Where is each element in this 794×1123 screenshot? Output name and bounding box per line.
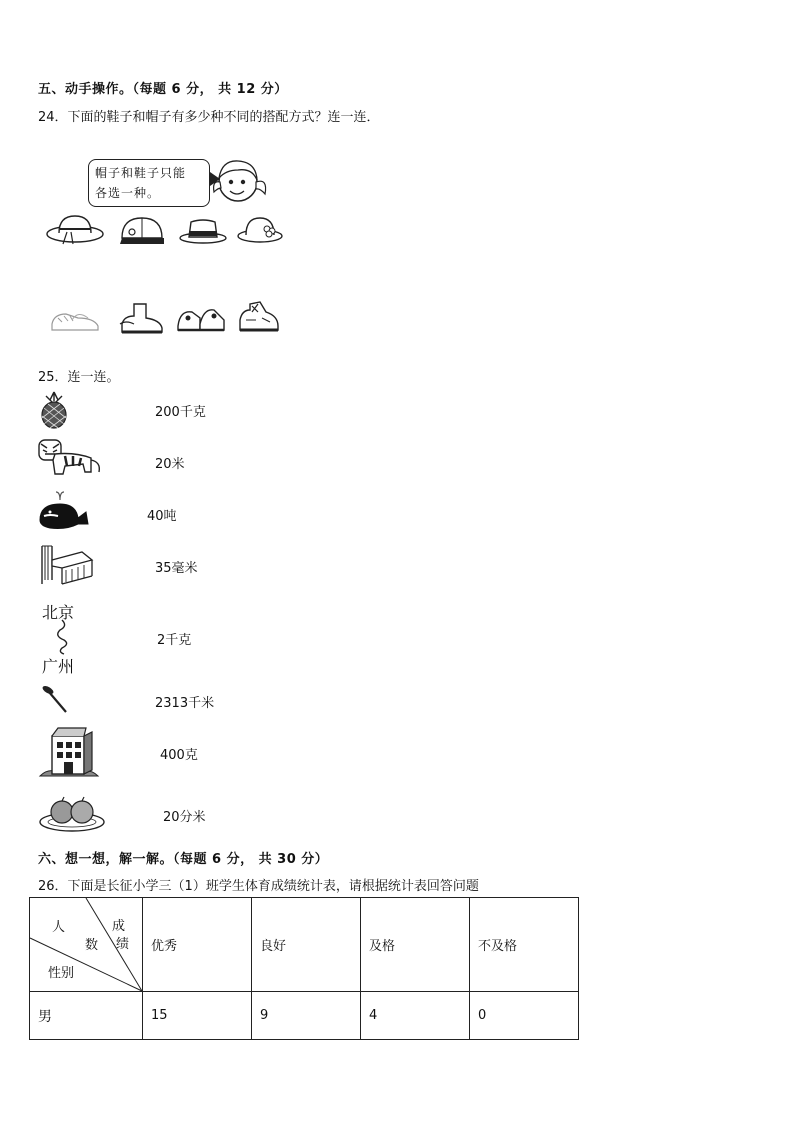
column-header-pass: 及格: [361, 898, 470, 992]
column-header-fail: 不及格: [470, 898, 579, 992]
fruit-plate-icon: [38, 794, 108, 834]
sandal-shoe-icon: [174, 300, 228, 334]
map-city-bottom: 广州: [42, 657, 75, 676]
section-five-title: 五、动手操作。（每题 6 分， 共 12 分）: [38, 82, 288, 97]
stats-table: [29, 897, 579, 1040]
speech-bubble: [88, 159, 210, 207]
speech-line-2: 各选一种。: [95, 186, 161, 200]
item-label: 20分米: [163, 810, 206, 825]
bed-icon: [38, 540, 94, 586]
table-cell: 15: [143, 992, 252, 1040]
question-25-text: 25．连一连。: [38, 370, 120, 385]
pineapple-icon: [36, 390, 72, 430]
item-label: 2313千米: [155, 696, 215, 711]
speech-line-1: 帽子和鞋子只能: [95, 166, 187, 180]
fedora-hat-icon: [178, 216, 228, 246]
table-cell: 0: [470, 992, 579, 1040]
corner-label-cheng: 成: [112, 919, 126, 934]
table-cell: 4: [361, 992, 470, 1040]
header-corner-cell: [30, 898, 143, 992]
sneaker-shoe-icon: [48, 306, 104, 334]
column-header-good: 良好: [252, 898, 361, 992]
table-row: [30, 992, 579, 1040]
map-city-top: 北京: [42, 603, 75, 622]
item-label: 35毫米: [155, 561, 198, 576]
route-map-icon: [50, 618, 76, 656]
building-icon: [38, 724, 100, 778]
table-header-row: [30, 898, 579, 992]
row-label-male: 男: [30, 992, 143, 1040]
item-label: 200千克: [155, 405, 206, 420]
question-24-text: 24．下面的鞋子和帽子有多少种不同的搭配方式？连一连．: [38, 110, 380, 125]
corner-label-shu: 数: [85, 938, 99, 953]
column-header-excellent: 优秀: [143, 898, 252, 992]
tiger-icon: [35, 436, 103, 480]
girl-icon: [212, 152, 268, 208]
section-six-title: 六、想一想，解一解。（每题 6 分， 共 30 分）: [38, 852, 329, 867]
kid-shoe-icon: [236, 298, 282, 336]
item-label: 400克: [160, 748, 198, 763]
baseball-cap-icon: [118, 214, 168, 250]
corner-label-ji: 绩: [116, 937, 130, 952]
wide-brim-hat-icon: [45, 210, 105, 250]
table-cell: 9: [252, 992, 361, 1040]
boot-shoe-icon: [116, 300, 166, 336]
nail-icon: [40, 684, 74, 716]
corner-label-ren: 人: [52, 920, 66, 935]
item-label: 20米: [155, 457, 185, 472]
item-label: 40吨: [147, 509, 177, 524]
flower-hat-icon: [236, 212, 286, 246]
whale-icon: [36, 490, 90, 532]
question-26-text: 26．下面是长征小学三（1）班学生体育成绩统计表，请根据统计表回答问题: [38, 879, 479, 894]
item-label: 2千克: [157, 633, 192, 648]
corner-label-gender: 性别: [48, 966, 75, 981]
